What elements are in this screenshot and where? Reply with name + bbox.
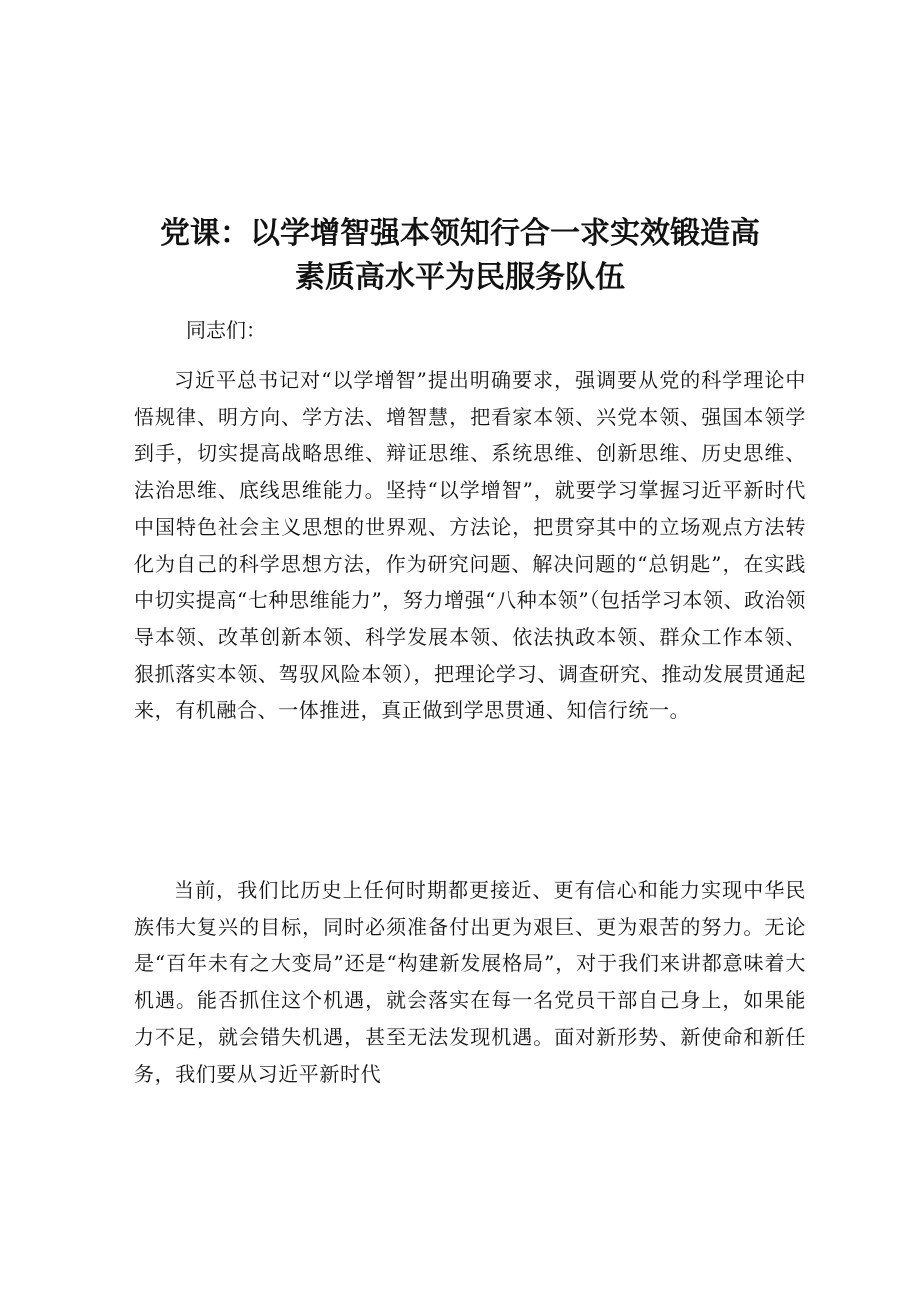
title-line-1: 党课：以学增智强本领知行合一求实效锻造高: [160, 216, 760, 251]
title-line-2: 素质高水平为民服务队伍: [295, 260, 625, 295]
document-title: [120, 212, 800, 300]
paragraph-1: 习近平总书记对“以学增智”提出明确要求，强调要从党的科学理论中悟规律、明方向、学方法、增智慧，把看家本领、兴党本领、强国本领学到手，切实提高战略思维、辩证思维、系统思维、创新思维、历史思维、法治思维、底线思维能力。坚持“以学增智”，就要学习掌握习近平新时代中国特色社会主义思想的世界观、方法论，把贯穿其中的立场观点方法转化为自己的科学思想方法，作为研究问题、解决问题的“总钥匙”，在实践中切实提高“七种思维能力”，努力增强“八种本领”（包括学习本领、政治领导本领、改革创新本领、科学发展本领、依法执政本领、群众工作本领、狠抓落实本领、驾驭风险本领），把理论学习、调查研究、推动发展贯通起来，有机融合、一体推进，真正做到学思贯通、知信行统一。: [134, 368, 806, 723]
salutation: 同志们：: [186, 318, 266, 342]
paragraph-2: 当前，我们比历史上任何时期都更接近、更有信心和能力实现中华民族伟大复兴的目标，同时必须准备付出更为艰巨、更为艰苦的努力。无论是“百年未有之大变局”还是“构建新发展格局”，对于我们来讲都意味着大机遇。能否抓住这个机遇，就会落实在每一名党员干部自己身上，如果能力不足，就会错失机遇，甚至无法发现机遇。面对新形势、新使命和新任务，我们要从习近平新时代: [134, 878, 806, 1086]
